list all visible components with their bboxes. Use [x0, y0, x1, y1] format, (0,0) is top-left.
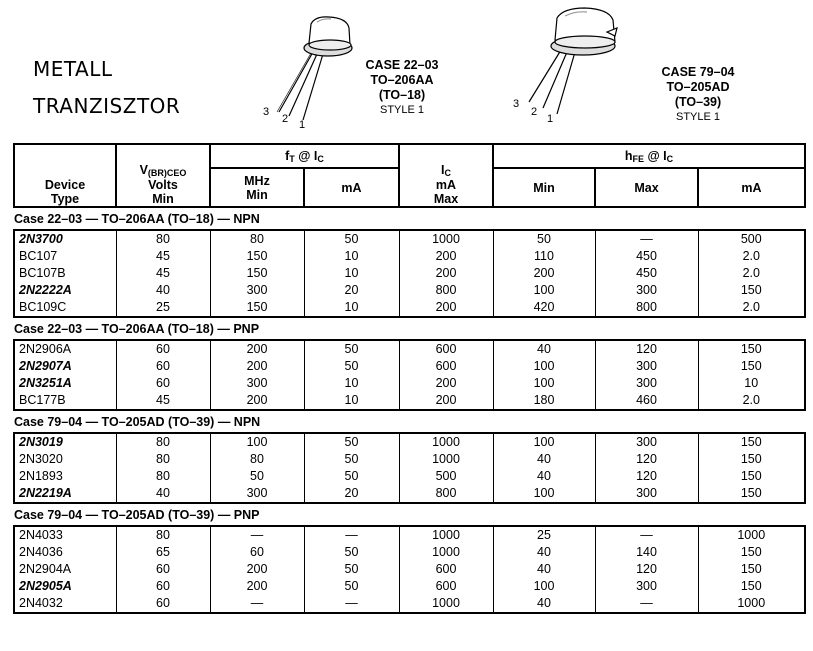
cell-ic: 600: [435, 579, 457, 593]
cell-ft: 300: [246, 486, 268, 500]
to18-case: CASE 22–03: [365, 58, 439, 72]
table-header: [14, 144, 805, 207]
cell-hma: 2.0: [742, 300, 760, 314]
cell-type: BC107: [19, 249, 58, 263]
cell-type: 2N3251A: [19, 376, 72, 390]
header-device-type: Device Type: [14, 144, 116, 207]
column-ft_ma: [304, 230, 399, 317]
column-hmin: [493, 433, 595, 503]
cell-hmin: 40: [537, 342, 551, 356]
cell-ft_ma: 10: [344, 300, 359, 314]
section-label: Case 22–03 — TO–206AA (TO–18) — NPN: [14, 211, 260, 226]
column-hmin: [493, 340, 595, 410]
cell-ic: 1000: [432, 596, 460, 610]
cell-hmin: 110: [534, 249, 554, 263]
to18-package-icon: [255, 12, 365, 132]
cell-hmax: 300: [636, 359, 657, 373]
cell-hmin: 40: [537, 452, 551, 466]
title-line-2: TRANZISZTOR: [33, 94, 181, 118]
cell-ic: 200: [435, 376, 457, 390]
cell-hma: 1000: [737, 528, 766, 542]
header-hfe-max: Max: [595, 168, 698, 207]
column-hma: [698, 526, 805, 613]
cell-type: 2N3019: [19, 435, 63, 449]
section-header: [14, 503, 805, 526]
cell-vbr: 80: [156, 232, 170, 246]
cell-type: 2N4032: [19, 596, 63, 610]
cell-hmax: 800: [636, 300, 657, 314]
cell-type: 2N4036: [19, 545, 63, 559]
cell-ft_ma: 50: [344, 359, 359, 373]
cell-vbr: 80: [156, 435, 170, 449]
cell-ft: 150: [246, 249, 268, 263]
cell-type: BC109C: [19, 300, 67, 314]
column-hma: [698, 230, 805, 317]
cell-ic: 1000: [432, 232, 460, 246]
cell-ft: 200: [246, 562, 268, 576]
cell-ic: 1000: [432, 545, 460, 559]
cell-ft: —: [250, 528, 264, 542]
cell-ft: 200: [246, 359, 268, 373]
cell-hma: 150: [740, 486, 762, 500]
cell-vbr: 25: [156, 300, 170, 314]
column-hmax: [595, 433, 698, 503]
header-hfe-min: Min: [493, 168, 595, 207]
cell-hma: 150: [740, 435, 762, 449]
column-type: [14, 230, 116, 317]
cell-ft: 80: [250, 232, 264, 246]
cell-hmax: 300: [636, 435, 657, 449]
cell-hmin: 200: [533, 266, 555, 280]
column-ft: [210, 433, 304, 503]
to18-pin-2: 2: [282, 113, 289, 125]
cell-ft_ma: 10: [344, 376, 359, 390]
cell-hma: 150: [740, 283, 762, 297]
cell-ic: 200: [435, 393, 457, 407]
cell-ft: 60: [250, 545, 264, 559]
column-ic: [399, 230, 493, 317]
table-body: [14, 207, 805, 613]
cell-hma: 150: [740, 359, 762, 373]
cell-hmin: 40: [537, 469, 551, 483]
cell-vbr: 80: [156, 452, 170, 466]
cell-hma: 1000: [737, 596, 766, 610]
to18-case-label: [352, 58, 452, 118]
cell-hma: 150: [740, 562, 762, 576]
cell-type: 2N3020: [19, 452, 63, 466]
column-ft_ma: [304, 340, 399, 410]
cell-hmax: 450: [636, 266, 657, 280]
cell-hma: 2.0: [742, 266, 760, 280]
cell-hmin: 50: [537, 232, 551, 246]
cell-ft_ma: 50: [344, 562, 359, 576]
section-label: Case 79–04 — TO–205AD (TO–39) — PNP: [14, 503, 805, 526]
cell-hma: 150: [740, 579, 762, 593]
column-vbr: [116, 526, 210, 613]
cell-vbr: 60: [156, 562, 170, 576]
cell-vbr: 45: [156, 266, 170, 280]
column-type: [14, 526, 116, 613]
header-ft: $f_T$ @ $I_C$: [210, 144, 399, 168]
cell-vbr: 60: [156, 579, 170, 593]
column-ft: [210, 340, 304, 410]
cell-hma: 2.0: [742, 249, 760, 263]
cell-hmin: 180: [533, 393, 555, 407]
column-hmin: [493, 230, 595, 317]
cell-vbr: 80: [156, 469, 170, 483]
cell-ft_ma: 50: [344, 435, 359, 449]
header-ic: $I_C$ mA Max: [399, 144, 493, 207]
column-hmax: [595, 230, 698, 317]
column-vbr: [116, 230, 210, 317]
to39-alt: (TO–39): [674, 95, 722, 109]
column-hmax: [595, 526, 698, 613]
cell-ft: 80: [250, 452, 264, 466]
column-ic: [399, 526, 493, 613]
column-hma: [698, 340, 805, 410]
to18-style: STYLE 1: [379, 104, 425, 116]
cell-ft_ma: —: [345, 596, 358, 610]
cell-ft: 50: [250, 469, 264, 483]
column-hmin: [493, 526, 595, 613]
cell-hmax: 300: [636, 579, 657, 593]
section-rows: [14, 230, 805, 317]
cell-ft: 300: [246, 283, 268, 297]
cell-hmin: 100: [533, 435, 555, 449]
section-label: Case 79–04 — TO–205AD (TO–39) — NPN: [14, 410, 805, 433]
cell-hmax: 120: [636, 342, 657, 356]
cell-vbr: 45: [156, 393, 170, 407]
to39-pin-2: 2: [531, 106, 538, 118]
cell-vbr: 80: [156, 528, 170, 542]
cell-vbr: 40: [156, 486, 170, 500]
cell-type: 2N1893: [19, 469, 63, 483]
cell-ft_ma: 20: [344, 283, 359, 297]
cell-ft_ma: 20: [344, 486, 359, 500]
cell-ic: 200: [435, 266, 457, 280]
cell-ft: 200: [246, 579, 268, 593]
column-vbr: [116, 433, 210, 503]
cell-ic: 200: [435, 300, 457, 314]
cell-vbr: 60: [156, 376, 170, 390]
cell-hmin: 100: [533, 283, 555, 297]
cell-type: 2N3700: [19, 232, 63, 246]
section-label: Case 22–03 — TO–206AA (TO–18) — PNP: [14, 317, 805, 340]
cell-ft: 300: [246, 376, 268, 390]
section-header: [14, 317, 805, 340]
cell-hma: 150: [740, 342, 762, 356]
column-vbr: [116, 340, 210, 410]
column-ft: [210, 230, 304, 317]
transistor-spec-table: [13, 143, 806, 614]
cell-hma: 10: [744, 376, 759, 390]
to39-pin-3: 3: [513, 98, 520, 110]
cell-ft: 200: [246, 342, 268, 356]
column-hmax: [595, 340, 698, 410]
header-ft-mhz-min: MHz Min: [210, 168, 304, 207]
cell-hma: 150: [740, 452, 762, 466]
section-rows: [14, 526, 805, 613]
column-type: [14, 340, 116, 410]
cell-ft_ma: 10: [344, 393, 359, 407]
column-type: [14, 433, 116, 503]
cell-vbr: 60: [156, 342, 170, 356]
cell-ft_ma: 10: [344, 266, 359, 280]
cell-type: 2N2219A: [19, 486, 72, 500]
cell-ic: 1000: [432, 435, 460, 449]
cell-hmax: 120: [636, 469, 657, 483]
header-hfe: $h_{FE}$ @ $I_C$: [493, 144, 805, 168]
cell-ic: 600: [435, 359, 457, 373]
cell-ft_ma: 50: [344, 469, 359, 483]
cell-ft_ma: 10: [344, 249, 359, 263]
section-rows: [14, 433, 805, 503]
to18-code: TO–206AA: [370, 73, 434, 87]
cell-hmax: 140: [636, 545, 657, 559]
cell-hmax: 460: [636, 393, 657, 407]
cell-ft_ma: 50: [344, 232, 359, 246]
cell-hmax: —: [640, 528, 653, 542]
section-rows: [14, 340, 805, 410]
cell-type: BC177B: [19, 393, 66, 407]
cell-vbr: 65: [156, 545, 170, 559]
to18-pin-3: 3: [263, 106, 270, 118]
to18-alt: (TO–18): [378, 88, 426, 102]
cell-hmax: 450: [636, 249, 657, 263]
to39-pin-1: 1: [547, 113, 554, 125]
header-hfe-ma: mA: [698, 168, 805, 207]
column-ft_ma: [304, 433, 399, 503]
cell-type: 2N2907A: [19, 359, 72, 373]
cell-type: 2N2905A: [19, 579, 72, 593]
cell-hmin: 25: [537, 528, 551, 542]
cell-hmin: 40: [537, 562, 551, 576]
cell-hmin: 100: [533, 486, 555, 500]
header-vbr: $V_{(BR)CEO}$ Volts Min: [116, 144, 210, 207]
to39-code: TO–205AD: [666, 80, 730, 94]
cell-ic: 500: [435, 469, 457, 483]
cell-ic: 600: [435, 342, 457, 356]
cell-ft_ma: 50: [344, 452, 359, 466]
cell-ft: 150: [246, 300, 268, 314]
cell-hmax: —: [640, 596, 653, 610]
cell-type: BC107B: [19, 266, 66, 280]
cell-vbr: 60: [156, 596, 170, 610]
cell-type: 2N2906A: [19, 342, 72, 356]
cell-ic: 200: [435, 249, 457, 263]
cell-hmax: 120: [636, 452, 657, 466]
column-hma: [698, 433, 805, 503]
to39-package-icon: [505, 6, 630, 131]
column-ft_ma: [304, 526, 399, 613]
cell-ft: 100: [246, 435, 268, 449]
cell-type: 2N2222A: [19, 283, 72, 297]
cell-vbr: 40: [156, 283, 170, 297]
cell-ft_ma: 50: [344, 342, 359, 356]
cell-hma: 150: [740, 469, 762, 483]
cell-ft: 150: [246, 266, 268, 280]
column-ic: [399, 433, 493, 503]
cell-ft: —: [250, 596, 264, 610]
cell-hmin: 40: [537, 545, 551, 559]
cell-ic: 600: [435, 562, 457, 576]
column-ic: [399, 340, 493, 410]
cell-hmin: 100: [533, 579, 555, 593]
cell-vbr: 45: [156, 249, 170, 263]
cell-vbr: 60: [156, 359, 170, 373]
to39-case-label: [648, 65, 748, 125]
cell-ic: 1000: [432, 528, 460, 542]
section-header: [14, 207, 805, 230]
cell-hmin: 100: [533, 376, 555, 390]
section-header: [14, 410, 805, 433]
to18-pin-1: 1: [299, 119, 306, 131]
cell-ft: 200: [246, 393, 268, 407]
cell-ic: 800: [435, 283, 457, 297]
header-ft-ma: mA: [304, 168, 399, 207]
cell-hmax: 300: [636, 376, 657, 390]
cell-hmin: 100: [533, 359, 555, 373]
cell-hmax: 300: [636, 283, 657, 297]
cell-hmax: 300: [636, 486, 657, 500]
cell-ic: 800: [435, 486, 457, 500]
cell-hma: 2.0: [742, 393, 760, 407]
to39-style: STYLE 1: [675, 111, 721, 123]
cell-hmax: 120: [636, 562, 657, 576]
cell-hmin: 40: [537, 596, 551, 610]
cell-ft_ma: 50: [344, 545, 359, 559]
cell-type: 2N2904A: [19, 562, 72, 576]
cell-hmax: —: [640, 232, 653, 246]
cell-ic: 1000: [432, 452, 460, 466]
cell-ft_ma: 50: [344, 579, 359, 593]
to39-case: CASE 79–04: [661, 65, 735, 79]
cell-type: 2N4033: [19, 528, 63, 542]
cell-hma: 500: [740, 232, 762, 246]
cell-hma: 150: [740, 545, 762, 559]
cell-hmin: 420: [533, 300, 555, 314]
cell-ft_ma: —: [345, 528, 358, 542]
column-ft: [210, 526, 304, 613]
title-line-1: METALL: [33, 57, 113, 81]
